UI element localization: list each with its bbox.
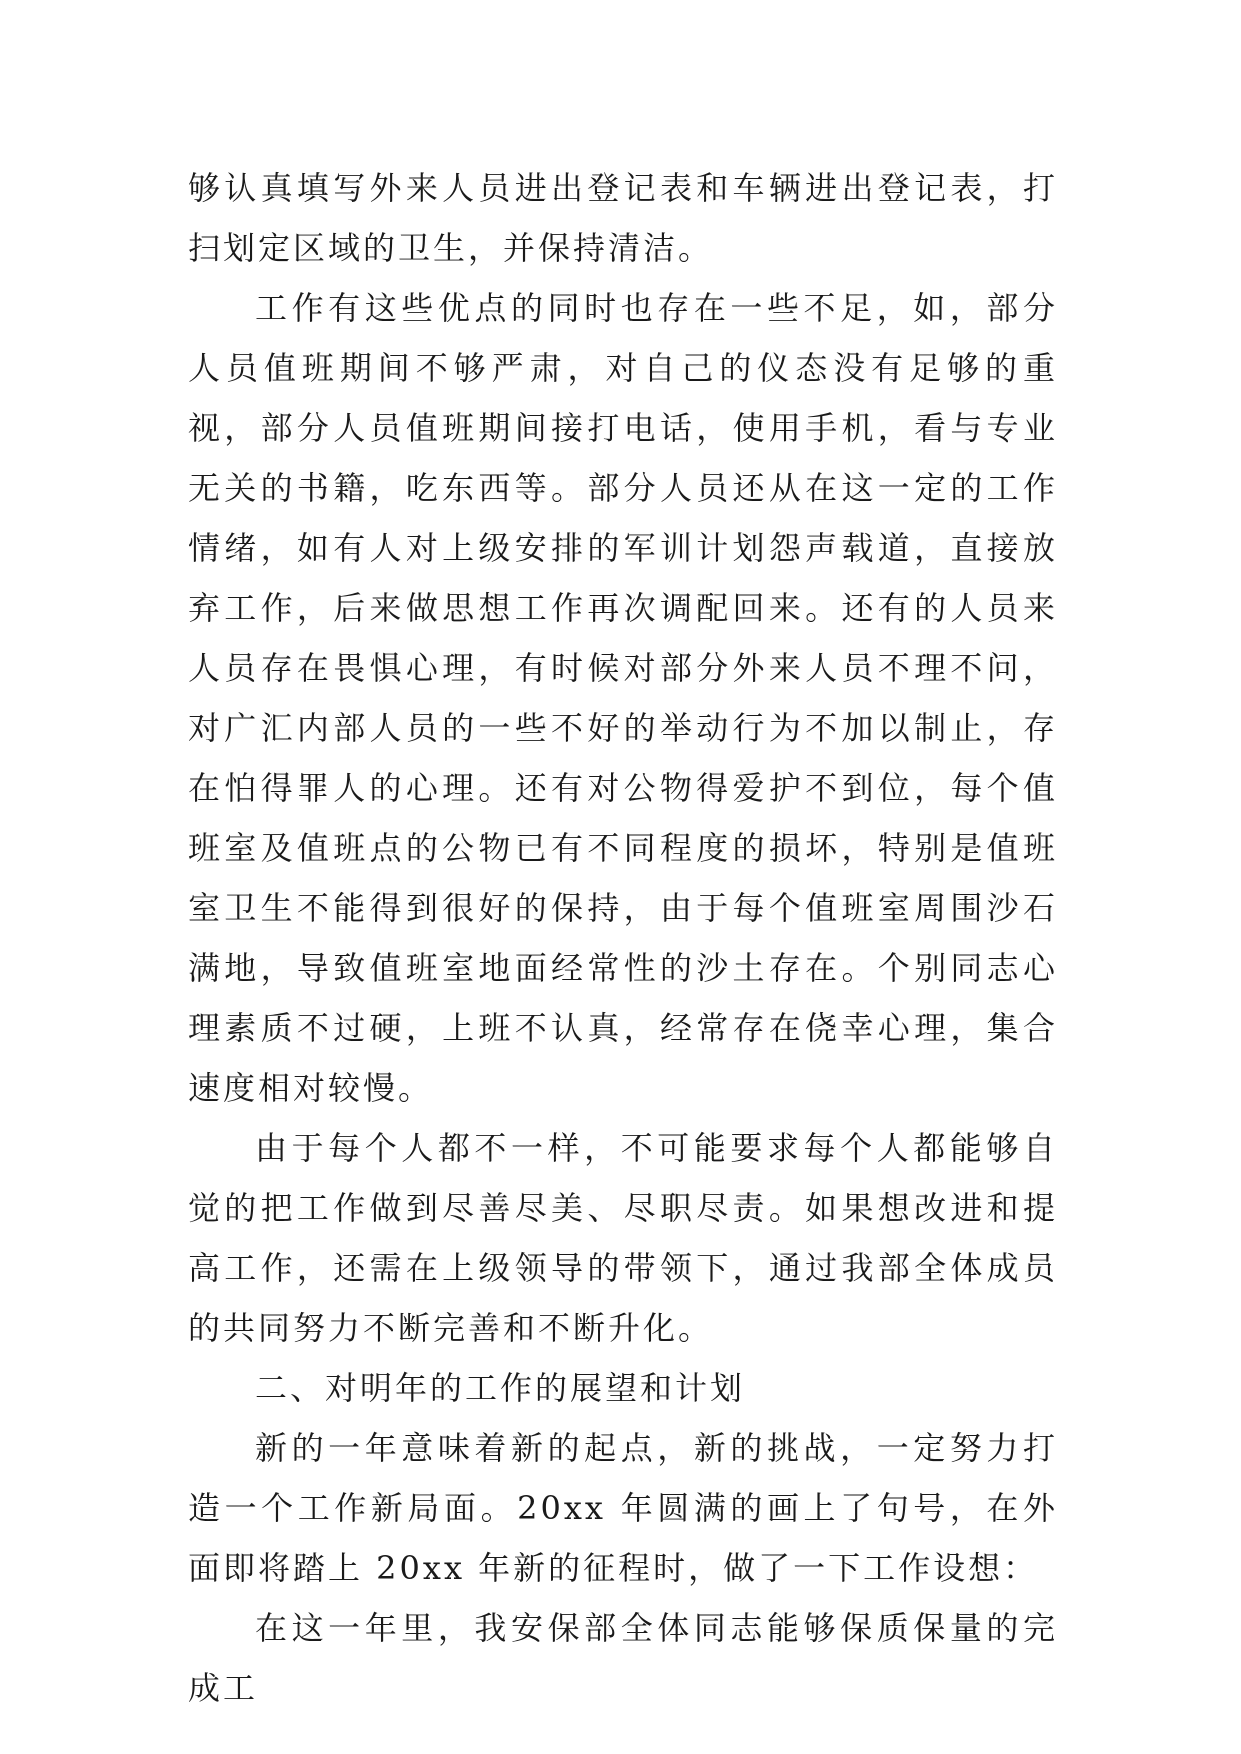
paragraph-this-year: 在这一年里，我安保部全体同志能够保质保量的完成工 — [188, 1609, 1058, 1707]
paragraph-shortcomings: 工作有这些优点的同时也存在一些不足，如，部分人员值班期间不够严肃，对自己的仪态没有足够的重视，部分人员值班期间接打电话，使用手机，看与专业无关的书籍，吃东西等。部分人员还从在这一定的工作情绪，如有人对上级安排的军训计划怨声载道，直接放弃工作，后来做思想工作再次调配回来。还有的人员来人员存在畏惧心理，有时候对部分外来人员不理不问，对广汇内部人员的一些不好的举动行为不加以制止，存在怕得罪人的心理。还有对公物得爱护不到位，每个值班室及值班点的公物已有不同程度的损坏，特别是值班室卫生不能得到很好的保持，由于每个值班室周围沙石满地，导致值班室地面经常性的沙土存在。个别同志心理素质不过硬，上班不认真，经常存在侥幸心理，集合速度相对较慢。 — [188, 289, 1058, 1107]
paragraph-improvement: 由于每个人都不一样，不可能要求每个人都能够自觉的把工作做到尽善尽美、尽职尽责。如果想改进和提高工作，还需在上级领导的带领下，通过我部全体成员的共同努力不断完善和不断升化。 — [188, 1129, 1058, 1347]
document-body — [188, 158, 1058, 1718]
paragraph-continuation: 够认真填写外来人员进出登记表和车辆进出登记表，打扫划定区域的卫生，并保持清洁。 — [188, 169, 1058, 267]
section-heading-outlook: 二、对明年的工作的展望和计划 — [255, 1369, 746, 1407]
paragraph-new-year: 新的一年意味着新的起点，新的挑战，一定努力打造一个工作新局面。20xx 年圆满的画上了句号，在外面即将踏上 20xx 年新的征程时，做了一下工作设想： — [188, 1429, 1058, 1587]
